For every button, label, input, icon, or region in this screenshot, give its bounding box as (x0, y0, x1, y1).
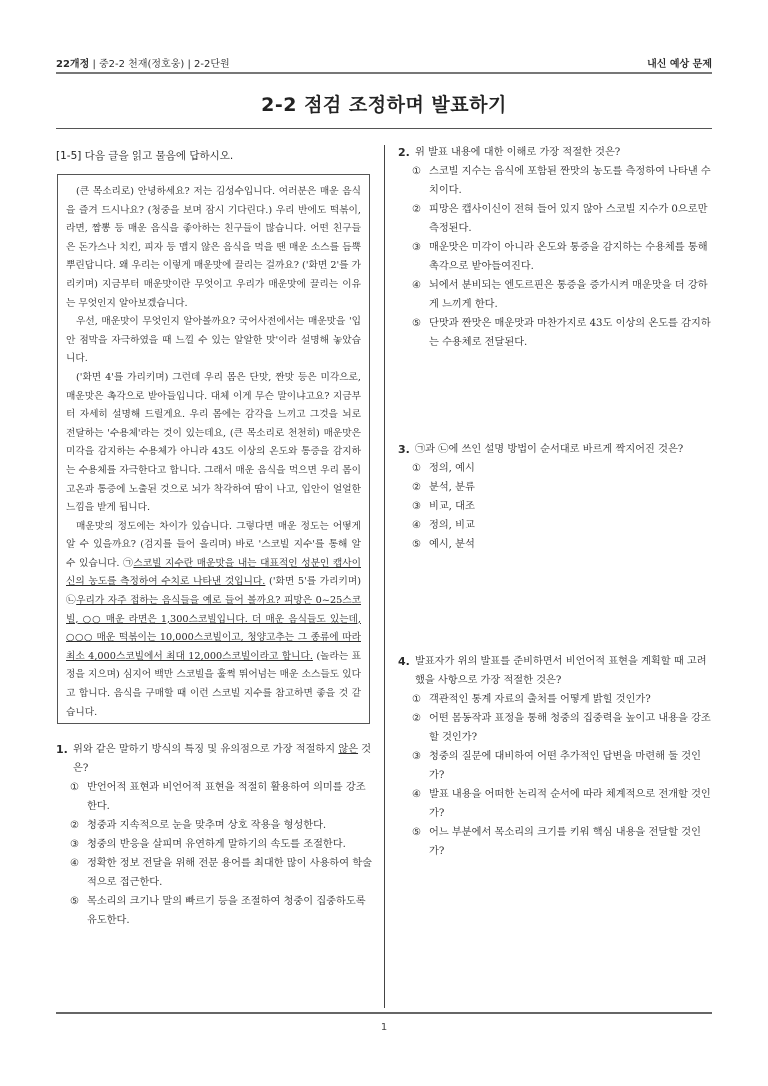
option-marker: ③ (412, 751, 422, 762)
question-4 (398, 652, 716, 861)
option-marker: ④ (412, 280, 422, 291)
option-text: 매운맛은 미각이 아니라 온도와 통증을 감지하는 수용체를 통해 촉각으로 받아들여진다. (429, 242, 708, 272)
question-3 (398, 440, 716, 554)
page-number: 1 (380, 1022, 388, 1033)
stem-text: 발표자가 위의 발표를 준비하면서 비언어적 표현을 계획할 때 고려했을 사항으로 가장 적절한 것은? (415, 656, 707, 686)
option-text: 분석, 분류 (429, 482, 475, 493)
option-text: 스코빌 지수는 음식에 포함된 짠맛의 농도를 측정하여 나타낸 수치이다. (429, 166, 711, 196)
header-course: 중2-2 천재(정호웅) (99, 59, 185, 70)
option-marker: ① (412, 166, 422, 177)
option-text: 어떤 몸동작과 표정을 통해 청중의 집중력을 높이고 내용을 강조할 것인가? (429, 713, 711, 743)
page-header (56, 52, 712, 70)
option-text: 정확한 정보 전달을 위해 전문 용어를 최대한 많이 사용하여 학술적으로 접근한다. (87, 858, 373, 888)
option-text: 정의, 예시 (429, 463, 475, 474)
page-title: 2-2 점검 조정하며 발표하기 (261, 94, 507, 116)
question-number: 1. (56, 743, 68, 756)
option-text: 반언어적 표현과 비언어적 표현을 적절히 활용하여 의미를 강조한다. (87, 782, 366, 812)
passage-text: 매운맛의 정도에는 차이가 있습니다. 그렇다면 매운 정도는 어떻게 알 수 있을까요? (검지를 들어 올리며) 바로 '스코빌 지수'를 통해 알 수 있습니다. ㉠ (66, 520, 361, 569)
answer-option[interactable] (398, 747, 716, 785)
column-divider (384, 145, 385, 1008)
underlined-passage-a: 스코빌 지수란 매운맛을 내는 대표적인 성분인 캡사이신의 농도를 측정하여 수치로 나타낸 것입니다. (66, 557, 361, 588)
reading-passage (57, 174, 370, 724)
question-2 (398, 143, 716, 352)
option-marker: ④ (70, 858, 80, 869)
option-text: 어느 부분에서 목소리의 크기를 키워 핵심 내용을 전달할 것인가? (429, 827, 701, 857)
option-marker: ① (412, 463, 422, 474)
stem-text: ㉠과 ㉡에 쓰인 설명 방법이 순서대로 바르게 짝지어진 것은? (415, 444, 684, 455)
instruction-text: [1-5] 다음 글을 읽고 물음에 답하시오. (56, 150, 234, 162)
footer-rule (56, 1012, 712, 1014)
option-marker: ② (412, 482, 422, 493)
passage-paragraph: 우선, 매운맛이 무엇인지 알아볼까요? 국어사전에서는 매운맛을 '입안 점막을 자극하였을 때 느낄 수 있는 알알한 맛'이라 설명해 놓았습니다. (66, 316, 361, 365)
question-number: 2. (398, 146, 410, 159)
stem-text: 것은? (73, 744, 372, 774)
underlined-passage-b: 우리가 자주 접하는 음식들을 예로 들어 볼까요? 피망은 0~25스코빌, ○○ 매운 라면은 1,300스코빌입니다. 더 매운 음식들도 있는데, ○○○ 매운 떡볶이는 10,000스코빌이고, 청양고추는 그 종류에 따라 최소 4,000스코빌에서 최대 12,000스코빌이라고 합니다. (66, 595, 362, 662)
option-text: 청중과 지속적으로 눈을 맞추며 상호 작용을 형성한다. (87, 820, 327, 831)
option-marker: ② (412, 713, 422, 724)
option-text: 뇌에서 분비되는 엔도르핀은 통증을 증가시켜 매운맛을 더 강하게 느끼게 한다. (429, 280, 708, 310)
passage-paragraph (66, 518, 361, 723)
option-marker: ⑤ (412, 827, 422, 838)
answer-option[interactable] (398, 162, 716, 200)
option-text: 목소리의 크기나 말의 빠르기 등을 조절하여 청중이 집중하도록 유도한다. (87, 896, 366, 926)
question-number: 4. (398, 655, 410, 668)
answer-option[interactable] (398, 200, 716, 238)
header-unit: 2-2단원 (194, 59, 230, 70)
option-text: 예시, 분석 (429, 539, 475, 550)
passage-paragraph: (큰 목소리로) 안녕하세요? 저는 김성수입니다. 여러분은 매운 음식을 즐겨 드시나요? (청중을 보며 잠시 기다린다.) 우리 반에도 떡볶이, 라면, 짬뽕 등 매운 음식을 좋아하는 친구들이 많습니다. 어떤 친구들은 돈가스나 치킨, 피자 등 맵지 않은 음식을 먹을 땐 매운 소스를 듬뿍 뿌린답니다. 왜 우리는 이렇게 매운맛에 끌리는 걸까요? ('화면 2'를 가리키며) 지금부터 매운맛이란 무엇이고 우리가 매운맛에 끌리는 이유는 무엇인지 알아보겠습니다. (66, 186, 361, 309)
stem-text: 위와 같은 말하기 방식의 특징 및 유의점으로 가장 적절하지 (73, 744, 339, 755)
option-text: 피망은 캡사이신이 전혀 들어 있지 않아 스코빌 지수가 0으로만 측정된다. (429, 204, 708, 234)
header-separator: | (92, 59, 96, 70)
answer-option[interactable] (398, 823, 716, 861)
answer-option[interactable] (56, 835, 372, 854)
option-text: 비교, 대조 (429, 501, 475, 512)
answer-option[interactable] (398, 709, 716, 747)
title-rule (56, 128, 712, 129)
option-marker: ① (412, 694, 422, 705)
option-text: 객관적인 통계 자료의 출처를 어떻게 밝힐 것인가? (429, 694, 651, 705)
passage-text: ('화면 5'를 가리키며) ㉡ (66, 576, 361, 607)
answer-option[interactable] (398, 459, 716, 478)
header-rule (56, 72, 712, 74)
stem-text: 위 발표 내용에 대한 이해로 가장 적절한 것은? (415, 147, 621, 158)
answer-option[interactable] (56, 892, 372, 930)
question-stem (56, 740, 372, 778)
answer-option[interactable] (56, 816, 372, 835)
option-marker: ③ (412, 501, 422, 512)
option-text: 청중의 반응을 살피며 유연하게 말하기의 속도를 조절한다. (87, 839, 346, 850)
answer-option[interactable] (56, 854, 372, 892)
question-stem (398, 440, 716, 459)
option-text: 청중의 질문에 대비하여 어떤 추가적인 답변을 마련해 둘 것인가? (429, 751, 701, 781)
answer-option[interactable] (398, 238, 716, 276)
answer-option[interactable] (398, 690, 716, 709)
stem-emphasis: 않은 (338, 744, 359, 755)
header-course-info (56, 55, 230, 70)
header-right-label: 내신 예상 문제 (647, 59, 712, 70)
question-number: 3. (398, 443, 410, 456)
question-stem (398, 652, 716, 690)
answer-option[interactable] (56, 778, 372, 816)
passage-text: (놀라는 표정을 지으며) 심지어 백만 스코빌을 훌쩍 뛰어넘는 매운 소스들도 있다고 합니다. 음식을 구매할 때 이런 스코빌 지수를 참고하면 좋을 것 같습니다. (66, 650, 361, 718)
option-text: 단맛과 짠맛은 매운맛과 마찬가지로 43도 이상의 온도를 감지하는 수용체로 전달된다. (429, 318, 711, 348)
option-marker: ⑤ (412, 539, 422, 550)
question-1 (56, 740, 372, 930)
option-text: 발표 내용을 어떠한 논리적 순서에 따라 체계적으로 전개할 것인가? (429, 789, 711, 819)
answer-option[interactable] (398, 276, 716, 314)
option-marker: ③ (412, 242, 422, 253)
header-edition: 22개정 (56, 59, 90, 70)
answer-option[interactable] (398, 516, 716, 535)
option-text: 정의, 비교 (429, 520, 475, 531)
option-marker: ⑤ (412, 318, 422, 329)
option-marker: ⑤ (70, 896, 80, 907)
option-marker: ② (70, 820, 80, 831)
answer-option[interactable] (398, 785, 716, 823)
option-marker: ③ (70, 839, 80, 850)
answer-option[interactable] (398, 497, 716, 516)
option-marker: ④ (412, 520, 422, 531)
header-separator: | (187, 59, 191, 70)
option-marker: ② (412, 204, 422, 215)
answer-option[interactable] (398, 478, 716, 497)
answer-option[interactable] (398, 535, 716, 554)
question-stem (398, 143, 716, 162)
passage-paragraph: ('화면 4'를 가리키며) 그런데 우리 몸은 단맛, 짠맛 등은 미각으로, 매운맛은 촉각으로 받아들입니다. 대체 이게 무슨 말이냐고요? 지금부터 자세히 설명해 드릴게요. 우리 몸에는 감각을 느끼고 그것을 뇌로 전달하는 '수용체'라는 것이 있는데요, (큰 목소리로 천천히) 매운맛은 미각을 감지하는 수용체가 아니라 43도 이상의 온도와 통증을 감지하는 수용체를 자극한다고 합니다. 그래서 매운 음식을 먹으면 우리 몸이 고온과 통증에 노출된 것으로 뇌가 착각하여 땀이 나고, 입안이 얼얼한 느낌을 받게 됩니다. (66, 371, 361, 514)
answer-option[interactable] (398, 314, 716, 352)
option-marker: ① (70, 782, 80, 793)
option-marker: ④ (412, 789, 422, 800)
